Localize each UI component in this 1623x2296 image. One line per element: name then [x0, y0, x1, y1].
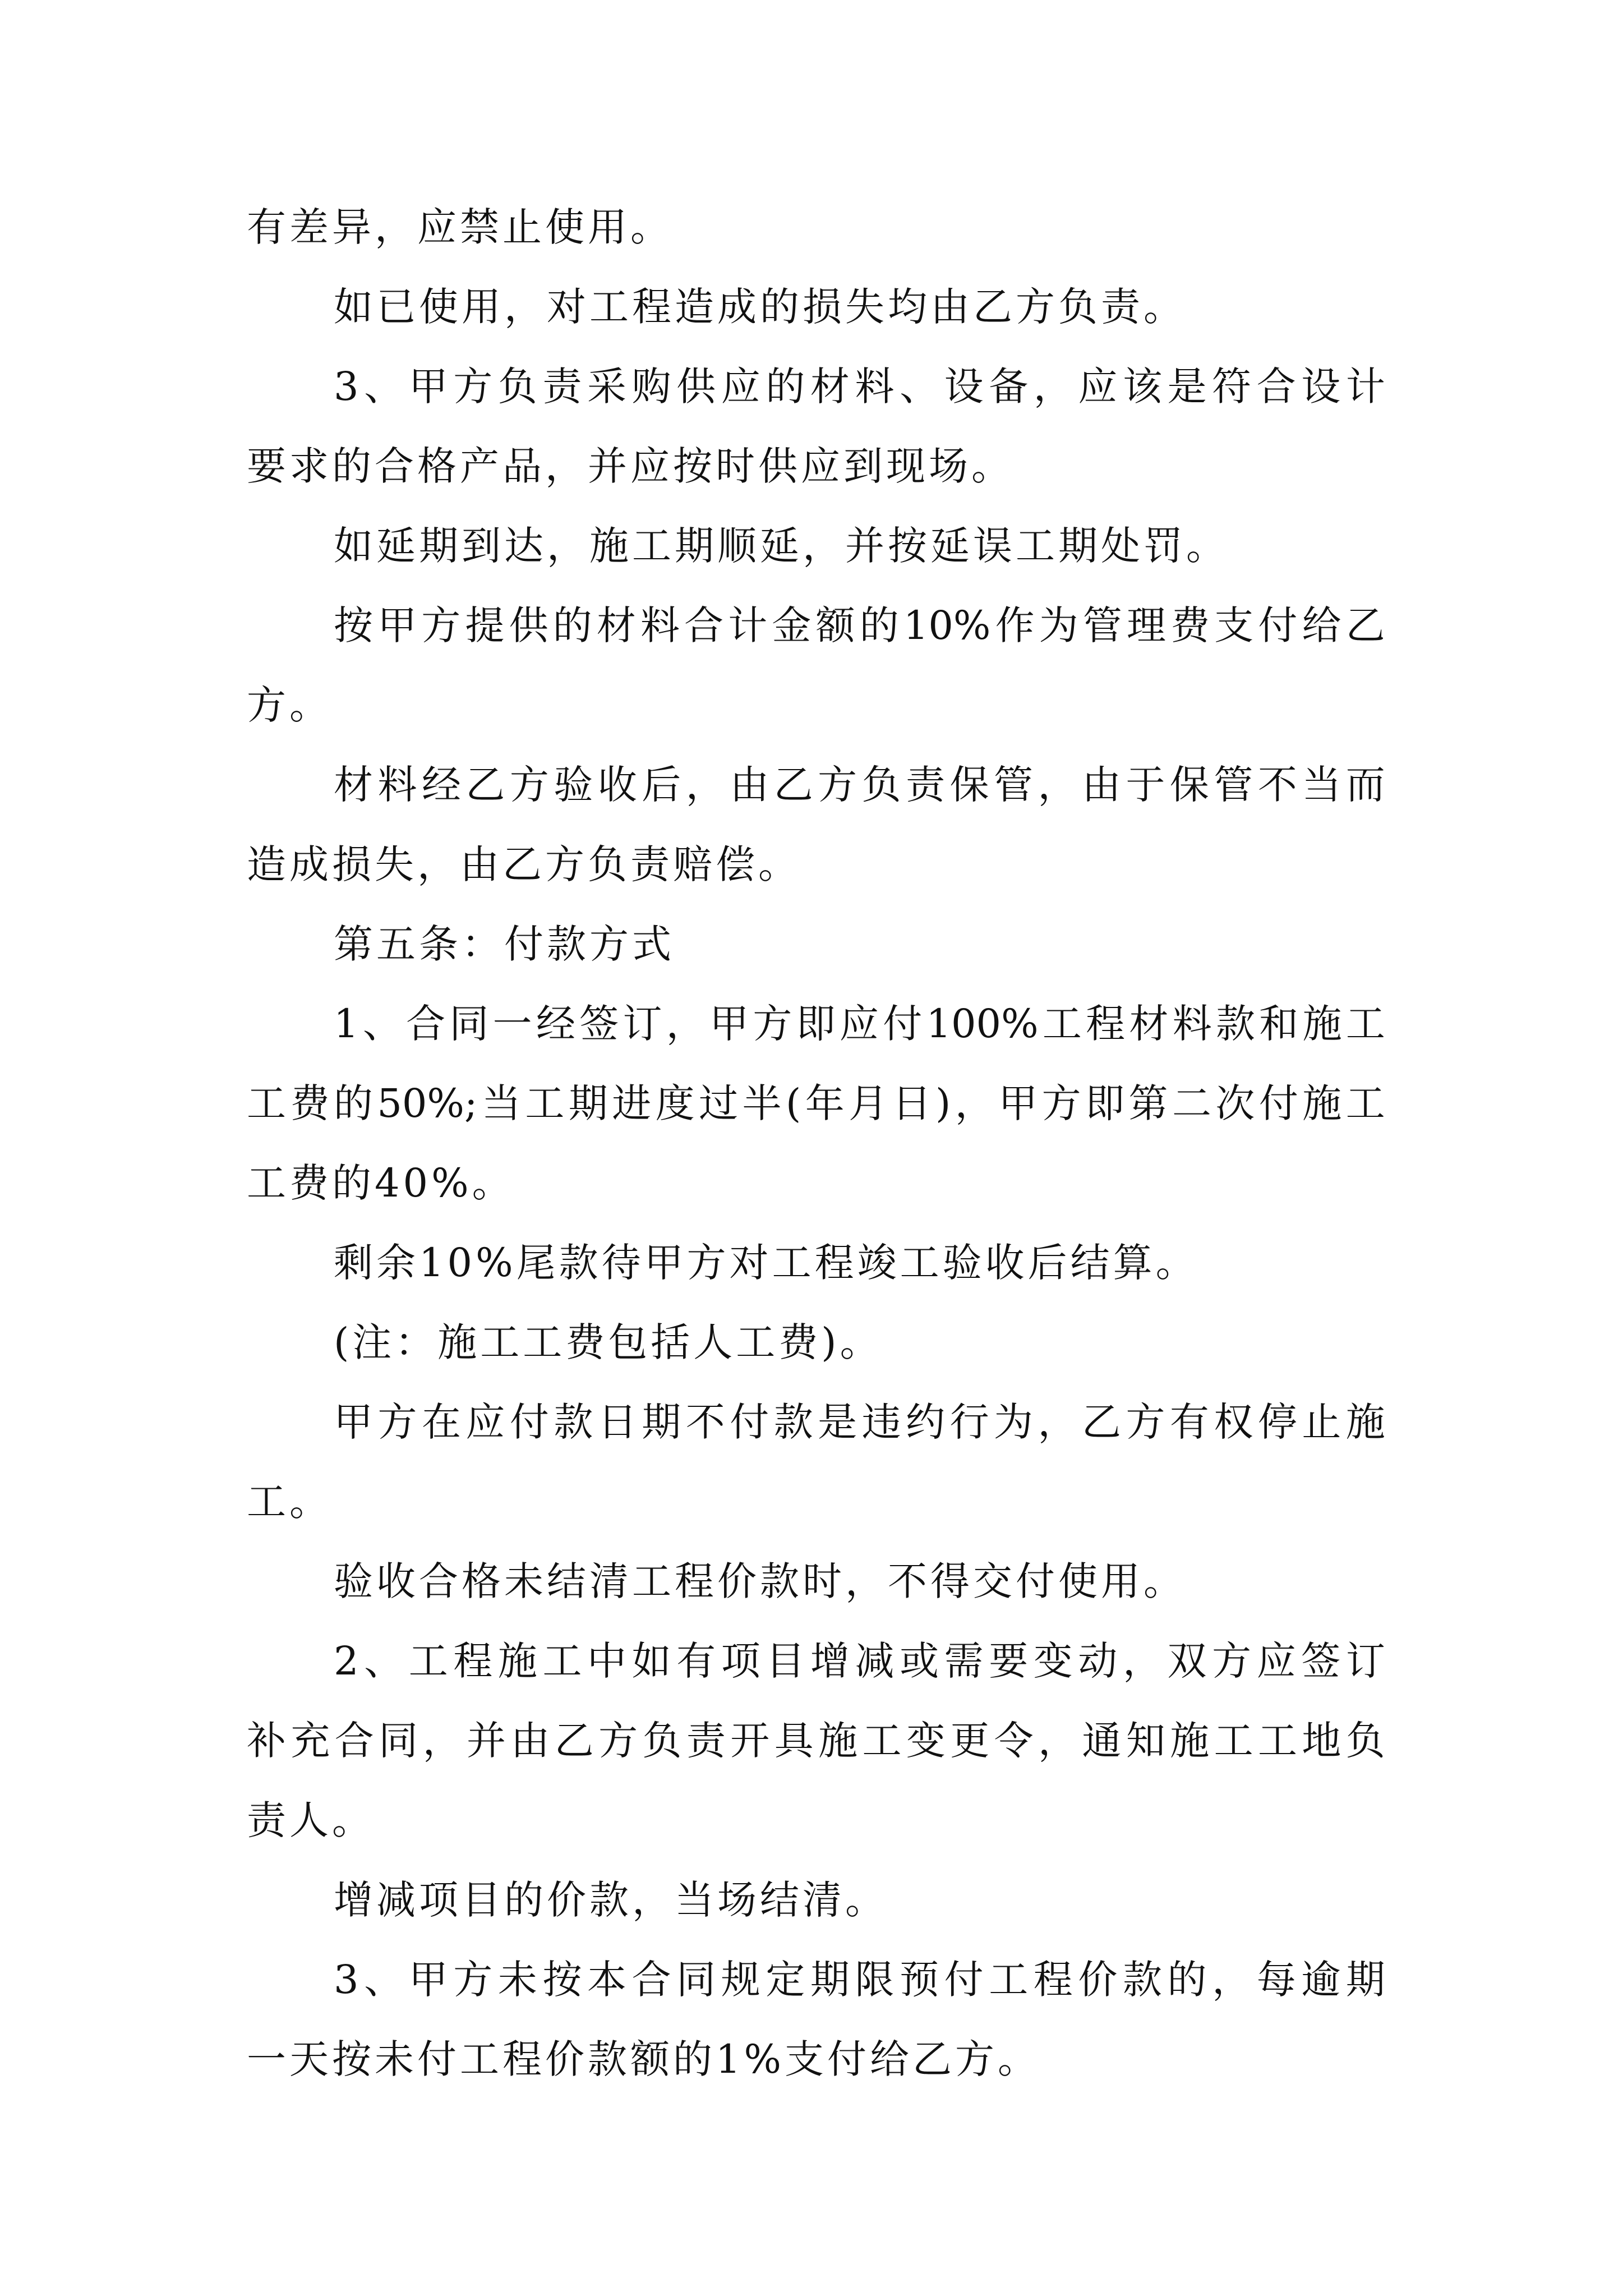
- paragraph-line: 第五条：付款方式: [334, 921, 675, 967]
- paragraph-line: 有差异，应禁止使用。: [247, 204, 673, 250]
- paragraph-line: 按 甲 方 提 供 的 材 料 合 计 金 额 的 10% 作 为 管 理 费 支 付 给 乙: [334, 602, 1385, 648]
- paragraph-line: 剩余10%尾款待甲方对工程竣工验收后结算。: [334, 1240, 1198, 1286]
- paragraph-line: 一天按未付工程价款额的1%支付给乙方。: [247, 2036, 1041, 2082]
- paragraph-line: 如已使用，对工程造成的损失均由乙方负责。: [334, 284, 1186, 330]
- paragraph-line: 要求的合格产品，并应按时供应到现场。: [247, 443, 1014, 489]
- paragraph-line: 验收合格未结清工程价款时，不得交付使用。: [334, 1558, 1186, 1604]
- paragraph-line: 2 、 工 程 施 工 中 如 有 项 目 增 减 或 需 要 变 动 ， 双 方 应 签 订: [334, 1638, 1385, 1684]
- paragraph-line: 方。: [247, 682, 332, 728]
- paragraph-line: 补 充 合 同 ， 并 由 乙 方 负 责 开 具 施 工 变 更 令 ， 通 知 施 工 工 地 负: [247, 1718, 1385, 1764]
- paragraph-line: 责人。: [247, 1797, 375, 1843]
- paragraph-line: 如延期到达，施工期顺延，并按延误工期处罚。: [334, 523, 1229, 569]
- paragraph-line: 工 费 的 50%; 当 工 期 进 度 过 半 ( 年 月 日 ) ， 甲 方 即 第 二 次 付 施 工: [247, 1080, 1385, 1126]
- paragraph-line: 造成损失，由乙方负责赔偿。: [247, 841, 801, 887]
- paragraph-line: 工。: [247, 1479, 332, 1525]
- paragraph-line: 甲 方 在 应 付 款 日 期 不 付 款 是 违 约 行 为 ， 乙 方 有 权 停 止 施: [334, 1399, 1385, 1445]
- document-body: [247, 204, 1385, 2119]
- paragraph-line: 增减项目的价款，当场结清。: [334, 1877, 888, 1923]
- paragraph-line: 1 、 合 同 一 经 签 订 ， 甲 方 即 应 付 100% 工 程 材 料 款 和 施 工: [334, 1001, 1385, 1047]
- paragraph-line: (注：施工工费包括人工费)。: [334, 1319, 883, 1365]
- paragraph-line: 3 、 甲 方 负 责 采 购 供 应 的 材 料 、 设 备 ， 应 该 是 符 合 设 计: [334, 364, 1385, 409]
- paragraph-line: 材 料 经 乙 方 验 收 后 ， 由 乙 方 负 责 保 管 ， 由 于 保 管 不 当 而: [334, 762, 1385, 808]
- paragraph-line: 3 、 甲 方 未 按 本 合 同 规 定 期 限 预 付 工 程 价 款 的 ， 每 逾 期: [334, 1957, 1385, 2003]
- paragraph-line: 工费的40%。: [247, 1160, 515, 1206]
